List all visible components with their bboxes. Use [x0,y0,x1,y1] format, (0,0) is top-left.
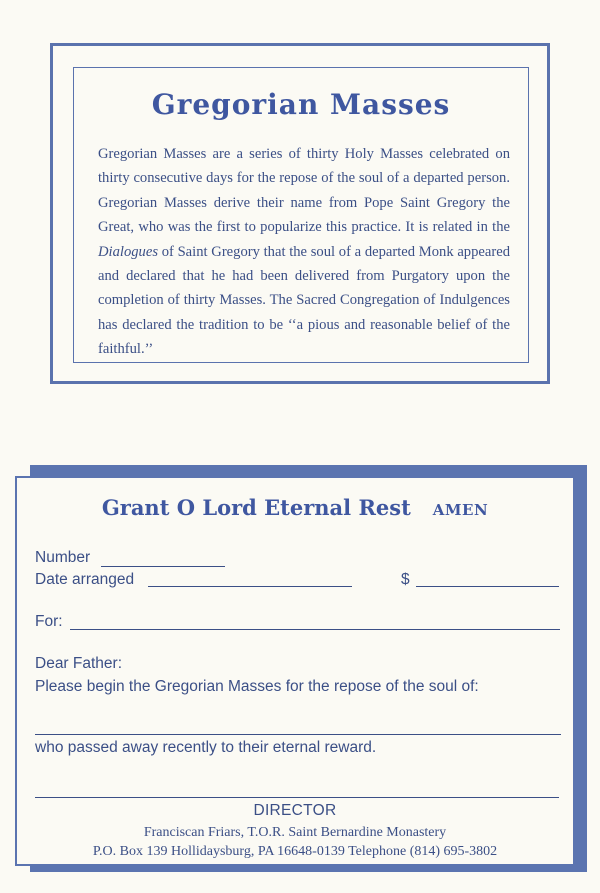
amount-field[interactable] [416,586,559,587]
date-arranged-label: Date arranged [35,571,135,588]
deceased-name-field[interactable] [35,734,561,735]
prayer-text: Grant O Lord Eternal Rest [101,495,411,520]
salutation-text: Dear Father: [35,655,123,672]
number-label: Number [35,549,91,566]
info-body-italic: Dialogues [98,243,158,260]
info-body-text-1: Gregorian Masses are a series of thirty Holy Masses celebrated on thirty consecutive days for the repose of the soul of a departed person. Gregorian Masses derive their name from Pope Saint Gregory the Great, who was the first to popularize this practice. It is related in the [98,146,510,236]
info-card-outer-border [50,43,550,384]
mass-request-form [15,476,575,866]
info-body-text-2: of Saint Gregory that the soul of a departed Monk appeared and declared that he had been delivered from Purgatory upon the completion of thirty Masses. The Sacred Congregation of Indulgences has declared the tradition to be ‘‘a pious and reasonable belief of the faithful.’’ [98,243,510,358]
date-arranged-field[interactable] [148,586,352,587]
organization-line: Franciscan Friars, T.O.R. Saint Bernardine Monastery [143,825,447,840]
director-label: DIRECTOR [253,802,337,819]
number-field[interactable] [101,566,225,567]
info-title: Gregorian Masses [151,88,451,121]
address-line: P.O. Box 139 Hollidaysburg, PA 16648-0139 Telephone (814) 695-3802 [92,844,498,859]
info-card-inner-border [73,67,529,363]
for-field[interactable] [70,629,560,630]
amen-text: AMEN [432,501,489,519]
for-label: For: [35,613,63,630]
prayer-heading [17,495,573,520]
amount-label: $ [401,571,410,588]
passed-away-text: who passed away recently to their eternal reward. [35,739,377,756]
info-body [98,142,510,362]
director-signature-line[interactable] [35,797,559,798]
request-text: Please begin the Gregorian Masses for the repose of the soul of: [35,678,479,695]
